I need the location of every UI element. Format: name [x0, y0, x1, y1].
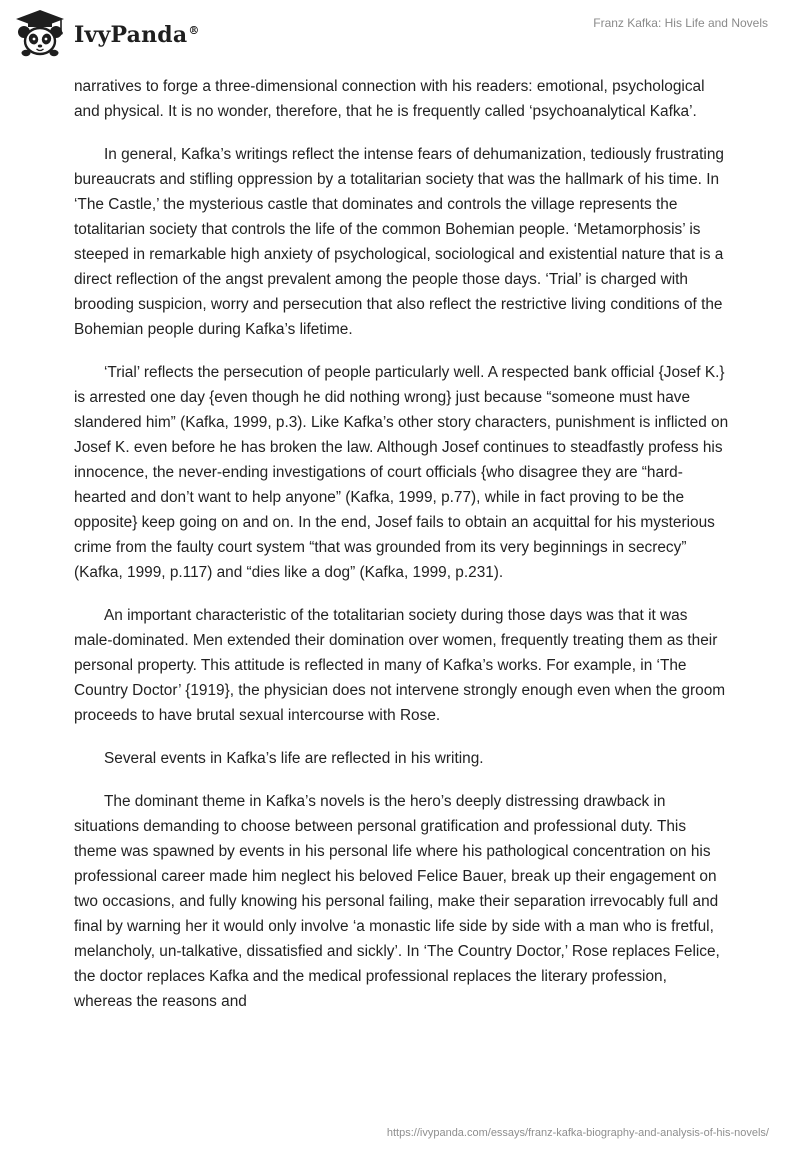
page-header [0, 0, 800, 64]
brand-name [74, 22, 200, 48]
source-url[interactable]: https://ivypanda.com/essays/franz-kafka-biography-and-analysis-of-his-novels/ [386, 1127, 769, 1139]
registered-mark: ® [188, 23, 200, 37]
brand-text: IvyPanda [74, 22, 188, 48]
panda-graduate-icon [12, 8, 68, 58]
document-title: Franz Kafka: His Life and Novels [593, 16, 768, 30]
brand-logo[interactable] [12, 8, 200, 58]
paragraph: Several events in Kafka’s life are reflected in his writing. [104, 750, 484, 767]
essay-body [74, 74, 729, 1032]
paragraph: ‘Trial’ reflects the persecution of people particularly well. A respected bank official {Josef K.} is arrested one day {even though he did nothing wrong} just because “someone must have slandered him” (Kafka, 1999, p.3). Like Kafka’s other story characters, punishment is inflicted on Josef K. even before he has broken the law. Although Josef continues to steadfastly profess his innocence, the never-ending investigations of court officials {who disagree they are “hard-hearted and don’t want to help anyone” (Kafka, 1999, p.77), while in fact proving to be the opposite} keep going on and on. In the end, Josef fails to obtain an acquittal for his mysterious crime from the faulty court system “that was grounded from its very beginnings in secrecy” (Kafka, 1999, p.117) and “dies like a dog” (Kafka, 1999, p.231). [74, 364, 729, 581]
paragraph: An important characteristic of the totalitarian society during those days was that it was male-dominated. Men extended their domination over women, frequently treating them as their personal property. This attitude is reflected in many of Kafka’s works. For example, in ‘The Country Doctor’ {1919}, the physician does not intervene strongly enough even when the groom proceeds to have brutal sexual intercourse with Rose. [74, 607, 726, 724]
paragraph: The dominant theme in Kafka’s novels is the hero’s deeply distressing drawback in situations demanding to choose between personal gratification and professional duty. This theme was spawned by events in his personal life where his pathological concentration on his professional career made him neglect his beloved Felice Bauer, break up their engagement on two occasions, and fully knowing his personal failing, make their separation irrevocably full and final by warning her it would only involve ‘a monastic life side by side with a man who is fretful, melancholy, un-talkative, dissatisfied and sickly’. In ‘The Country Doctor,’ Rose replaces Felice, the doctor replaces Kafka and the medical professional replaces the literary profession, whereas the reasons and [74, 793, 720, 1010]
paragraph: In general, Kafka’s writings reflect the intense fears of dehumanization, tediously frustrating bureaucrats and stifling oppression by a totalitarian society that was the hallmark of his time. In ‘The Castle,’ the mysterious castle that dominates and controls the village represents the totalitarian society that controls the life of the common Bohemian people. ‘Metamorphosis’ is steeped in remarkable high anxiety of psychological, sociological and existential nature that is a direct reflection of the angst prevalent among the people those days. ‘Trial’ is charged with brooding suspicion, worry and persecution that also reflect the restrictive living conditions of the Bohemian people during Kafka’s lifetime. [74, 146, 724, 338]
paragraph: narratives to forge a three-dimensional connection with his readers: emotional, psychological and physical. It is no wonder, therefore, that he is frequently called ‘psychoanalytical Kafka’. [74, 78, 705, 120]
